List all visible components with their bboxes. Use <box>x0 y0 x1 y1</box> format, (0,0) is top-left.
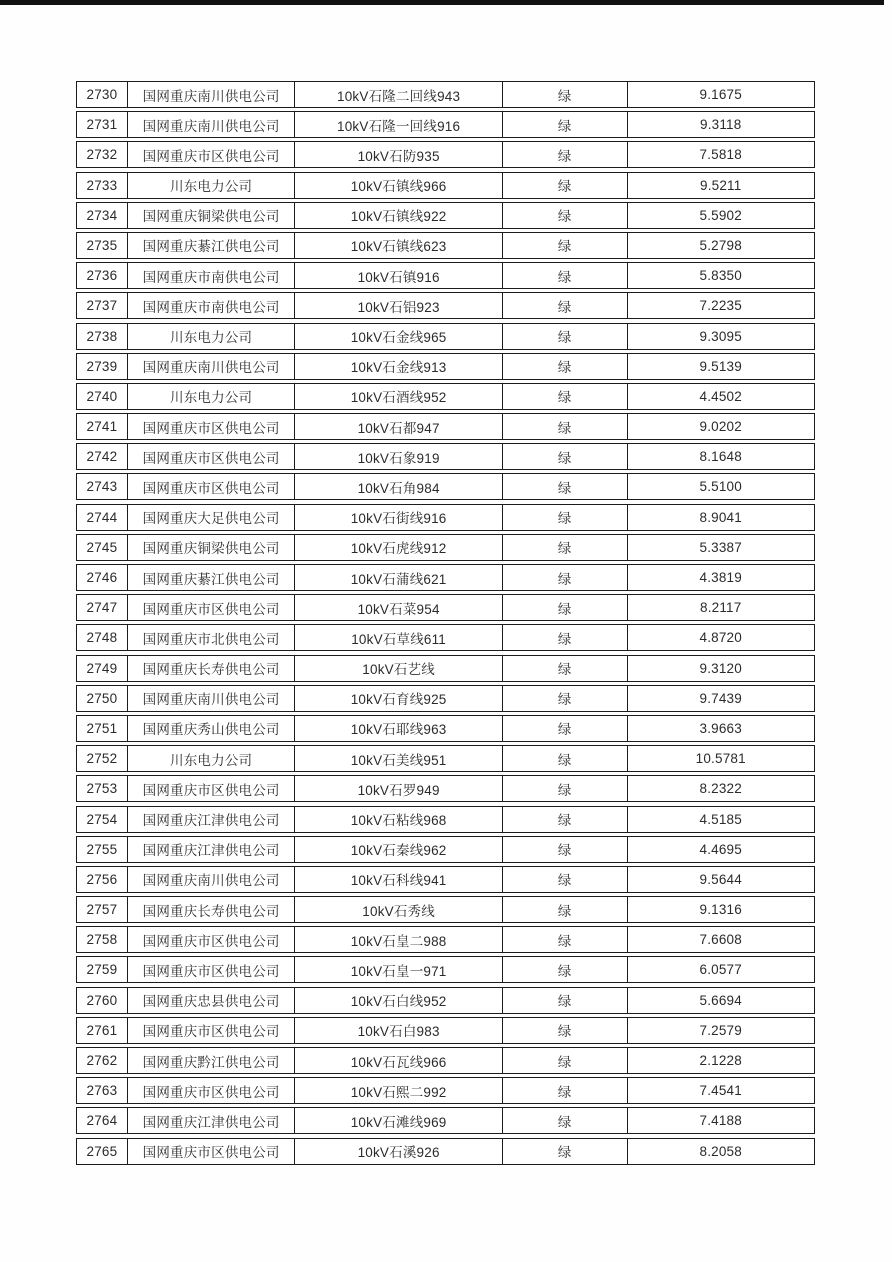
row-line-cell: 10kV石罗949 <box>295 776 502 801</box>
row-company-cell: 国网重庆江津供电公司 <box>128 807 296 832</box>
table-row <box>76 443 815 470</box>
row-value-cell: 8.2058 <box>699 1143 742 1159</box>
row-serial-cell: 2759 <box>77 957 128 982</box>
table-row <box>76 1077 815 1104</box>
row-value-cell: 8.1648 <box>699 449 742 465</box>
table-row <box>76 806 815 833</box>
row-line-cell: 10kV石秦线962 <box>295 837 502 862</box>
row-value-cell: 4.5185 <box>699 811 742 827</box>
row-status-cell: 绿 <box>503 625 628 650</box>
table-row <box>76 232 815 259</box>
row-line-cell: 10kV石金线965 <box>295 324 502 349</box>
row-company-cell: 国网重庆大足供电公司 <box>128 505 296 530</box>
row-serial-cell: 2749 <box>77 656 128 681</box>
row-value-cell: 8.2322 <box>699 781 742 797</box>
row-company-cell: 国网重庆綦江供电公司 <box>128 233 296 258</box>
row-serial-cell: 2757 <box>77 897 128 922</box>
line-report-table <box>76 81 815 1168</box>
row-value-cell: 5.5902 <box>699 207 742 223</box>
row-company-cell: 川东电力公司 <box>128 746 296 771</box>
row-serial-cell: 2738 <box>77 324 128 349</box>
row-serial-cell: 2733 <box>77 173 128 198</box>
row-serial-cell: 2744 <box>77 505 128 530</box>
row-value-cell: 4.4502 <box>699 388 742 404</box>
row-line-cell: 10kV石酒线952 <box>295 384 502 409</box>
table-row <box>76 956 815 983</box>
row-value-cell: 4.4695 <box>699 841 742 857</box>
row-line-cell: 10kV石育线925 <box>295 686 502 711</box>
row-serial-cell: 2755 <box>77 837 128 862</box>
row-serial-cell: 2751 <box>77 716 128 741</box>
row-line-cell: 10kV石草线611 <box>295 625 502 650</box>
table-row <box>76 353 815 380</box>
row-value-cell: 5.8350 <box>699 268 742 284</box>
row-company-cell: 国网重庆南川供电公司 <box>128 82 296 107</box>
row-serial-cell: 2756 <box>77 867 128 892</box>
row-company-cell: 国网重庆江津供电公司 <box>128 1108 296 1133</box>
row-value-cell: 4.8720 <box>699 630 742 646</box>
row-line-cell: 10kV石瓦线966 <box>295 1048 502 1073</box>
row-line-cell: 10kV石溪926 <box>295 1139 502 1164</box>
row-status-cell: 绿 <box>503 82 628 107</box>
row-company-cell: 国网重庆长寿供电公司 <box>128 897 296 922</box>
row-value-cell: 5.6694 <box>699 992 742 1008</box>
row-value-cell: 2.1228 <box>699 1053 742 1068</box>
row-line-cell: 10kV石金线913 <box>295 354 502 379</box>
row-company-cell: 国网重庆长寿供电公司 <box>128 656 296 681</box>
row-serial-cell: 2742 <box>77 444 128 469</box>
table-row <box>76 473 815 500</box>
row-line-cell: 10kV石熙二992 <box>295 1078 502 1103</box>
row-line-cell: 10kV石蒲线621 <box>295 565 502 590</box>
row-status-cell: 绿 <box>503 807 628 832</box>
row-serial-cell: 2743 <box>77 474 128 499</box>
page-top-rule <box>0 0 884 5</box>
row-status-cell: 绿 <box>503 1018 628 1043</box>
row-company-cell: 国网重庆市区供电公司 <box>128 927 296 952</box>
row-company-cell: 国网重庆市区供电公司 <box>128 474 296 499</box>
row-serial-cell: 2732 <box>77 142 128 167</box>
row-status-cell: 绿 <box>503 867 628 892</box>
row-status-cell: 绿 <box>503 1048 628 1073</box>
row-status-cell: 绿 <box>503 837 628 862</box>
table-row <box>76 323 815 350</box>
row-company-cell: 川东电力公司 <box>128 384 296 409</box>
row-company-cell: 国网重庆市区供电公司 <box>128 1139 296 1164</box>
row-value-cell: 9.5211 <box>699 177 742 193</box>
row-line-cell: 10kV石镇线966 <box>295 173 502 198</box>
row-value-cell: 3.9663 <box>699 720 742 736</box>
row-company-cell: 国网重庆市区供电公司 <box>128 142 296 167</box>
row-status-cell: 绿 <box>503 142 628 167</box>
row-company-cell: 国网重庆铜梁供电公司 <box>128 535 296 560</box>
row-line-cell: 10kV石街线916 <box>295 505 502 530</box>
row-value-cell: 7.6608 <box>699 932 742 948</box>
row-status-cell: 绿 <box>503 354 628 379</box>
row-value-cell: 7.2235 <box>699 298 742 314</box>
row-serial-cell: 2761 <box>77 1018 128 1043</box>
row-serial-cell: 2731 <box>77 112 128 137</box>
row-line-cell: 10kV石镇线623 <box>295 233 502 258</box>
row-status-cell: 绿 <box>503 686 628 711</box>
row-status-cell: 绿 <box>503 233 628 258</box>
row-serial-cell: 2763 <box>77 1078 128 1103</box>
row-line-cell: 10kV石都947 <box>295 414 502 439</box>
row-value-cell: 9.7439 <box>699 690 742 706</box>
row-status-cell: 绿 <box>503 897 628 922</box>
table-row <box>76 685 815 712</box>
row-line-cell: 10kV石皇二988 <box>295 927 502 952</box>
row-line-cell: 10kV石皇一971 <box>295 957 502 982</box>
row-value-cell: 6.0577 <box>699 962 742 978</box>
row-company-cell: 国网重庆市南供电公司 <box>128 293 296 318</box>
row-status-cell: 绿 <box>503 656 628 681</box>
row-serial-cell: 2765 <box>77 1139 128 1164</box>
row-line-cell: 10kV石白线952 <box>295 988 502 1013</box>
row-value-cell: 5.3387 <box>699 539 742 555</box>
row-company-cell: 国网重庆市区供电公司 <box>128 1078 296 1103</box>
row-status-cell: 绿 <box>503 595 628 620</box>
row-company-cell: 国网重庆市区供电公司 <box>128 1018 296 1043</box>
row-status-cell: 绿 <box>503 414 628 439</box>
row-value-cell: 8.2117 <box>699 600 742 616</box>
row-status-cell: 绿 <box>503 746 628 771</box>
row-serial-cell: 2758 <box>77 927 128 952</box>
table-row <box>76 81 815 108</box>
row-status-cell: 绿 <box>503 988 628 1013</box>
row-line-cell: 10kV石滩线969 <box>295 1108 502 1133</box>
row-serial-cell: 2735 <box>77 233 128 258</box>
row-line-cell: 10kV石秀线 <box>295 897 502 922</box>
table-row <box>76 1107 815 1134</box>
row-line-cell: 10kV石美线951 <box>295 746 502 771</box>
row-company-cell: 国网重庆市区供电公司 <box>128 595 296 620</box>
row-serial-cell: 2762 <box>77 1048 128 1073</box>
row-company-cell: 国网重庆黔江供电公司 <box>128 1048 296 1073</box>
row-value-cell: 4.3819 <box>699 570 742 585</box>
row-status-cell: 绿 <box>503 957 628 982</box>
row-line-cell: 10kV石铝923 <box>295 293 502 318</box>
row-status-cell: 绿 <box>503 716 628 741</box>
row-status-cell: 绿 <box>503 263 628 288</box>
row-line-cell: 10kV石白983 <box>295 1018 502 1043</box>
row-value-cell: 9.3120 <box>699 660 742 676</box>
row-value-cell: 9.3118 <box>699 117 742 133</box>
table-row <box>76 715 815 742</box>
row-value-cell: 9.5139 <box>699 358 742 374</box>
table-row <box>76 896 815 923</box>
row-status-cell: 绿 <box>503 474 628 499</box>
row-status-cell: 绿 <box>503 505 628 530</box>
table-row <box>76 594 815 621</box>
row-status-cell: 绿 <box>503 776 628 801</box>
row-company-cell: 国网重庆秀山供电公司 <box>128 716 296 741</box>
row-status-cell: 绿 <box>503 203 628 228</box>
row-serial-cell: 2750 <box>77 686 128 711</box>
table-row <box>76 655 815 682</box>
row-company-cell: 国网重庆市南供电公司 <box>128 263 296 288</box>
row-value-cell: 7.5818 <box>699 147 742 163</box>
row-company-cell: 国网重庆南川供电公司 <box>128 867 296 892</box>
row-line-cell: 10kV石艺线 <box>295 656 502 681</box>
row-serial-cell: 2746 <box>77 565 128 590</box>
table-row <box>76 141 815 168</box>
row-line-cell: 10kV石虎线912 <box>295 535 502 560</box>
row-line-cell: 10kV石角984 <box>295 474 502 499</box>
row-line-cell: 10kV石隆一回线916 <box>295 112 502 137</box>
row-company-cell: 国网重庆忠县供电公司 <box>128 988 296 1013</box>
row-serial-cell: 2760 <box>77 988 128 1013</box>
row-status-cell: 绿 <box>503 324 628 349</box>
row-company-cell: 川东电力公司 <box>128 173 296 198</box>
row-serial-cell: 2745 <box>77 535 128 560</box>
row-company-cell: 国网重庆江津供电公司 <box>128 837 296 862</box>
row-status-cell: 绿 <box>503 1108 628 1133</box>
table-row <box>76 262 815 289</box>
row-status-cell: 绿 <box>503 535 628 560</box>
table-row <box>76 1017 815 1044</box>
row-company-cell: 国网重庆南川供电公司 <box>128 354 296 379</box>
row-serial-cell: 2736 <box>77 263 128 288</box>
row-serial-cell: 2764 <box>77 1108 128 1133</box>
row-company-cell: 国网重庆綦江供电公司 <box>128 565 296 590</box>
row-status-cell: 绿 <box>503 112 628 137</box>
row-value-cell: 5.5100 <box>699 479 742 495</box>
table-row <box>76 202 815 229</box>
row-company-cell: 国网重庆铜梁供电公司 <box>128 203 296 228</box>
row-company-cell: 国网重庆市区供电公司 <box>128 957 296 982</box>
row-value-cell: 9.5644 <box>699 871 742 887</box>
table-row <box>76 292 815 319</box>
row-line-cell: 10kV石镇916 <box>295 263 502 288</box>
table-row <box>76 624 815 651</box>
row-serial-cell: 2737 <box>77 293 128 318</box>
row-serial-cell: 2740 <box>77 384 128 409</box>
row-serial-cell: 2730 <box>77 82 128 107</box>
row-company-cell: 川东电力公司 <box>128 324 296 349</box>
row-value-cell: 9.3095 <box>699 328 742 344</box>
row-value-cell: 9.1675 <box>699 87 742 102</box>
row-status-cell: 绿 <box>503 1078 628 1103</box>
row-value-cell: 7.2579 <box>699 1022 742 1038</box>
table-row <box>76 504 815 531</box>
row-line-cell: 10kV石粘线968 <box>295 807 502 832</box>
row-value-cell: 5.2798 <box>699 237 742 253</box>
table-row <box>76 564 815 591</box>
row-company-cell: 国网重庆南川供电公司 <box>128 112 296 137</box>
row-status-cell: 绿 <box>503 565 628 590</box>
row-line-cell: 10kV石象919 <box>295 444 502 469</box>
table-row <box>76 1047 815 1074</box>
row-value-cell: 9.0202 <box>699 419 742 435</box>
row-status-cell: 绿 <box>503 444 628 469</box>
row-status-cell: 绿 <box>503 1139 628 1164</box>
table-row <box>76 775 815 802</box>
row-status-cell: 绿 <box>503 927 628 952</box>
row-company-cell: 国网重庆市北供电公司 <box>128 625 296 650</box>
table-row <box>76 866 815 893</box>
table-row <box>76 172 815 199</box>
row-serial-cell: 2753 <box>77 776 128 801</box>
row-line-cell: 10kV石防935 <box>295 142 502 167</box>
row-value-cell: 9.1316 <box>699 902 742 918</box>
row-value-cell: 7.4188 <box>699 1113 742 1129</box>
row-serial-cell: 2748 <box>77 625 128 650</box>
row-company-cell: 国网重庆市区供电公司 <box>128 444 296 469</box>
row-line-cell: 10kV石耶线963 <box>295 716 502 741</box>
row-serial-cell: 2739 <box>77 354 128 379</box>
table-row <box>76 1138 815 1165</box>
row-status-cell: 绿 <box>503 173 628 198</box>
row-serial-cell: 2741 <box>77 414 128 439</box>
table-row <box>76 745 815 772</box>
table-row <box>76 413 815 440</box>
table-row <box>76 836 815 863</box>
table-row <box>76 926 815 953</box>
row-line-cell: 10kV石菜954 <box>295 595 502 620</box>
row-value-cell: 7.4541 <box>699 1083 742 1099</box>
table-row <box>76 987 815 1014</box>
table-row <box>76 111 815 138</box>
row-line-cell: 10kV石隆二回线943 <box>295 82 502 107</box>
row-serial-cell: 2752 <box>77 746 128 771</box>
row-line-cell: 10kV石镇线922 <box>295 203 502 228</box>
row-company-cell: 国网重庆市区供电公司 <box>128 776 296 801</box>
row-status-cell: 绿 <box>503 293 628 318</box>
row-value-cell: 10.5781 <box>695 751 746 767</box>
row-status-cell: 绿 <box>503 384 628 409</box>
table-row <box>76 534 815 561</box>
row-serial-cell: 2754 <box>77 807 128 832</box>
row-serial-cell: 2747 <box>77 595 128 620</box>
row-serial-cell: 2734 <box>77 203 128 228</box>
row-company-cell: 国网重庆南川供电公司 <box>128 686 296 711</box>
table-row <box>76 383 815 410</box>
row-line-cell: 10kV石科线941 <box>295 867 502 892</box>
row-value-cell: 8.9041 <box>699 509 742 525</box>
row-company-cell: 国网重庆市区供电公司 <box>128 414 296 439</box>
